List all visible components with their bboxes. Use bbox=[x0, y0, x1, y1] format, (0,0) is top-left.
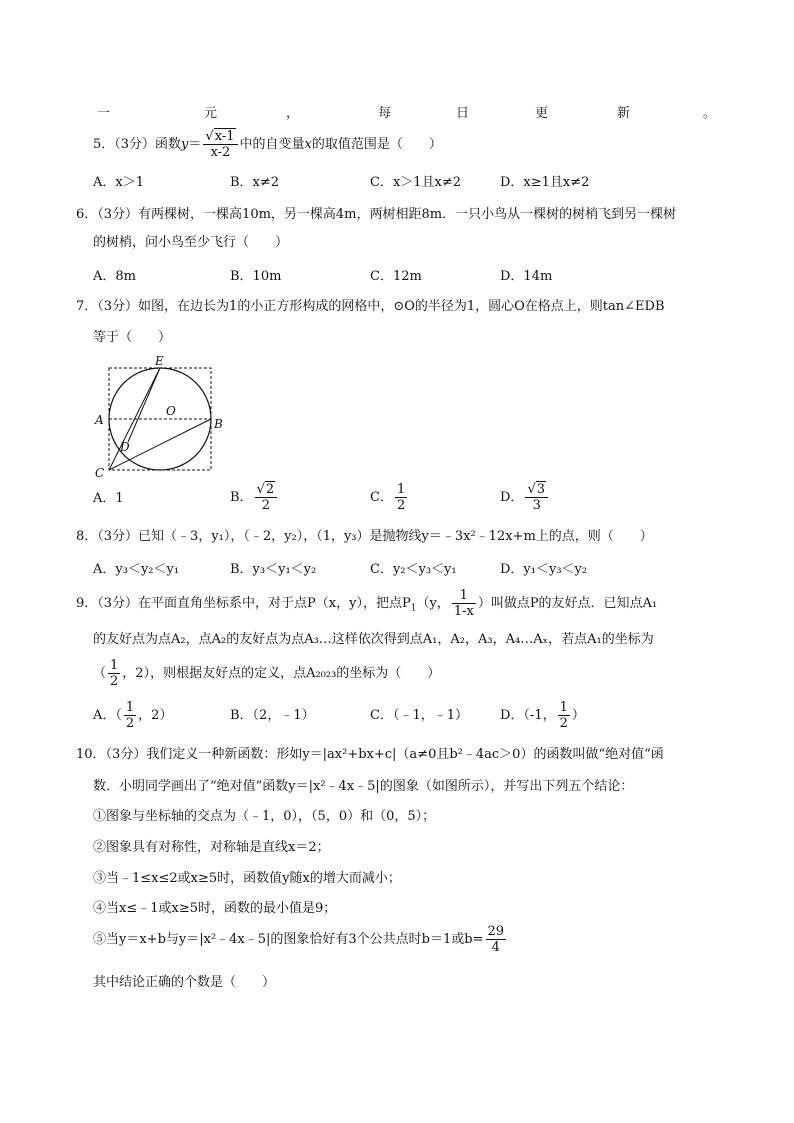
header-char: 更 bbox=[535, 106, 549, 121]
q7-option-b-frac: $\frac{√2}{2}$ bbox=[255, 482, 278, 513]
label-b: B bbox=[214, 417, 223, 431]
q9-line3-open: （ bbox=[93, 666, 107, 681]
q9-line1 bbox=[76, 586, 657, 627]
q10-statement-5-den: 4 bbox=[491, 940, 500, 955]
q9-line1-a: 9．（3分）在平面直角坐标系中，对于点P（x，y），把点P bbox=[76, 596, 411, 611]
q9-line1-b: （y， bbox=[416, 596, 450, 611]
q9-line2: 的友好点为点A₂，点A₂的友好点为点A₃…这样依次得到点A₁，A₂，A₃，A₄…Aₓ，若点A₁的坐标为 bbox=[93, 632, 654, 647]
q9-line3 bbox=[93, 656, 440, 692]
q5-fraction: $\frac{√x-1}{x-2}$ bbox=[203, 129, 237, 160]
q7-option-d-den: 3 bbox=[532, 498, 541, 513]
q6-line1: 6．（3分）有两棵树，一棵高10m，另一棵高4m，两树相距8m．一只小鸟从一棵树的树梢飞到另一棵树 bbox=[76, 207, 677, 222]
q5-rest2: 的取值范围是（ ） bbox=[311, 137, 442, 152]
q10-line2: 数．小明同学画出了“绝对值”函数y＝|x²﹣4x﹣5|的图象（如图所示），并写出下列五个结论： bbox=[93, 779, 634, 794]
header-char: 。 bbox=[703, 106, 717, 121]
q5-den: x-2 bbox=[210, 145, 231, 160]
q9-line3-num: 1 bbox=[110, 658, 119, 673]
q9-line1-sub: 1 bbox=[410, 603, 417, 614]
q7-option-b-prefix: B． bbox=[230, 490, 253, 505]
q9-option-d-den: 2 bbox=[559, 716, 568, 731]
label-c: C bbox=[95, 466, 105, 480]
q10-statement-5-frac bbox=[486, 924, 507, 955]
q7-figure bbox=[92, 352, 232, 482]
q9-line1-c: ）叫做点P的友好点．已知点A₁ bbox=[477, 596, 658, 611]
q6-option-b: B．10m bbox=[230, 269, 282, 284]
q9-option-a-den: 2 bbox=[125, 716, 135, 731]
header-char: 元 bbox=[204, 106, 218, 121]
q8-option-b: B．y₃＜y₁＜y₂ bbox=[230, 562, 317, 577]
q10-statement-1: ①图象与坐标轴的交点为（﹣1，0），（5，0）和（0，5）； bbox=[93, 809, 436, 824]
q7-option-a: A．1 bbox=[93, 491, 124, 506]
q9-option-a-a: A．（ bbox=[93, 708, 122, 723]
q10-statement-5-num: 29 bbox=[487, 924, 505, 939]
q6-line2: 的树梢，问小鸟至少飞行（ ） bbox=[93, 235, 289, 250]
q5-x: x bbox=[304, 137, 312, 152]
label-o: O bbox=[166, 404, 176, 418]
segment-de bbox=[128, 368, 160, 442]
header-char: ， bbox=[286, 106, 300, 121]
q7-option-b-den: 2 bbox=[261, 498, 270, 513]
q5-stem bbox=[93, 128, 442, 162]
q8-line: 8．（3分）已知（﹣3，y₁），（﹣2，y₂），（1，y₃）是抛物线y＝﹣3x²﹣12x+m上的点，则（ ） bbox=[76, 529, 653, 544]
q6-option-a: A．8m bbox=[93, 269, 136, 284]
q7-line1: 7．（3分）如图，在边长为1的小正方形构成的网格中，⊙O的半径为1，圆心O在格点上，则tan∠EDB bbox=[76, 299, 665, 314]
q6-option-c: C．12m bbox=[370, 269, 422, 284]
q7-option-c-frac bbox=[395, 482, 407, 513]
q9-option-d-num: 1 bbox=[559, 700, 568, 715]
q7-option-d-frac: $\frac{√3}{3}$ bbox=[525, 482, 548, 513]
q9-option-a-b: ，2） bbox=[138, 708, 173, 723]
q8-option-d: D．y₁＜y₃＜y₂ bbox=[500, 562, 588, 577]
q7-option-d-num: 3 bbox=[536, 482, 546, 497]
q7-option-c-num: 1 bbox=[396, 482, 406, 497]
q9-option-b: B．（2，﹣1） bbox=[230, 708, 315, 723]
q9-option-a-num: 1 bbox=[125, 700, 135, 715]
q10-statement-2: ②图象具有对称性，对称轴是直线x＝2； bbox=[93, 840, 330, 855]
q7-line2: 等于（ ） bbox=[93, 330, 172, 345]
q5-eq: ＝ bbox=[188, 137, 202, 152]
q9-line1-num: 1 bbox=[452, 588, 476, 604]
q9-line3-frac bbox=[108, 658, 120, 689]
q9-option-d bbox=[500, 698, 585, 734]
q9-line3-den: 2 bbox=[110, 674, 119, 689]
q7-option-b bbox=[230, 480, 279, 516]
label-a: A bbox=[95, 413, 104, 427]
q10-statement-4: ④当x≤﹣1或x≥5时，函数的最小值是9； bbox=[93, 901, 337, 916]
header-char: 一 bbox=[97, 106, 111, 121]
q7-option-c-den: 2 bbox=[396, 498, 406, 513]
q9-option-a-frac bbox=[124, 700, 136, 731]
q5-option-c: C．x＞1且x≠2 bbox=[370, 175, 462, 190]
header-char: 每 bbox=[378, 106, 392, 121]
q7-option-d-prefix: D． bbox=[500, 490, 524, 505]
q9-line3-rest: ，2），则根据友好点的定义，点A₂₀₂₃的坐标为（ ） bbox=[122, 666, 441, 681]
label-d: D bbox=[120, 440, 130, 454]
q9-option-d-a: D．（-1， bbox=[500, 708, 556, 723]
q5-rest: 中的自变量 bbox=[239, 137, 305, 152]
q10-statement-5 bbox=[93, 922, 508, 958]
q10-statement-5-a: ⑤当y＝x+b与y＝|x²﹣4x﹣5|的图象恰好有3个公共点时b＝1或b= bbox=[93, 932, 484, 947]
q5-option-b: B．x≠2 bbox=[230, 175, 280, 190]
q7-option-c-prefix: C． bbox=[370, 490, 393, 505]
q5-sqrt-arg: x-1 bbox=[214, 129, 235, 144]
q7-option-c bbox=[370, 480, 409, 516]
q9-line1-den: 1-x bbox=[453, 604, 474, 619]
q8-option-c: C．y₂＜y₃＜y₁ bbox=[370, 562, 457, 577]
label-e: E bbox=[155, 354, 164, 368]
q7-option-d bbox=[500, 480, 550, 516]
q9-option-d-b: ） bbox=[571, 708, 585, 723]
q8-option-a: A．y₃＜y₂＜y₁ bbox=[93, 562, 180, 577]
q9-option-a bbox=[93, 698, 172, 734]
q5-num: 5．（3分）函数 bbox=[93, 137, 182, 152]
header-char: 新 bbox=[617, 106, 631, 121]
header-char: 日 bbox=[456, 106, 470, 121]
q9-option-d-frac bbox=[558, 700, 570, 731]
q5-y: y bbox=[181, 137, 189, 152]
q10-statement-3: ③当﹣1≤x≤2或x≥5时，函数值y随x的增大而减小； bbox=[93, 871, 401, 886]
q9-option-c: C．（﹣1，﹣1） bbox=[370, 708, 468, 723]
q7-option-b-num: 2 bbox=[265, 482, 275, 497]
q5-option-a: A．x＞1 bbox=[93, 175, 144, 190]
q10-question: 其中结论正确的个数是（ ） bbox=[93, 975, 276, 990]
q5-option-d: D．x≥1且x≠2 bbox=[500, 175, 590, 190]
q10-line1: 10．（3分）我们定义一种新函数：形如y＝|ax²+bx+c|（a≠0且b²﹣4ac＞0）的函数叫做“绝对值“函 bbox=[76, 747, 664, 762]
q9-line1-frac bbox=[452, 588, 476, 619]
q6-option-d: D．14m bbox=[500, 269, 553, 284]
